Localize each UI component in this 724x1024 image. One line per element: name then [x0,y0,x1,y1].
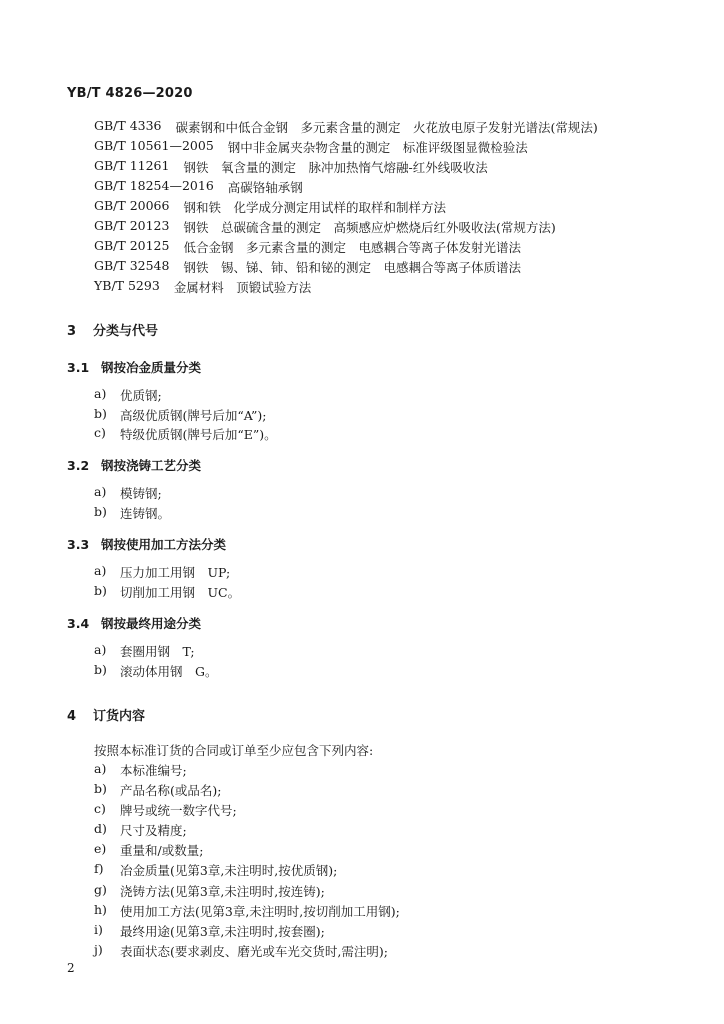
list-text: 连铸钢。 [120,505,171,521]
reference-code: GB/T 32548 [94,258,170,273]
normative-references-list [94,118,598,298]
subsection-title: 钢按最终用途分类 [101,616,202,631]
order-content-list [94,761,400,962]
list-marker: c) [94,801,106,817]
list-item [94,425,277,445]
list-item [94,386,277,406]
list-text: 使用加工方法(见第3章,未注明时,按切削加工用钢); [120,903,400,919]
list-marker: b) [94,503,107,519]
list-item [94,841,400,861]
reference-item [94,218,598,238]
list-item [94,861,400,881]
list-item [94,662,218,682]
reference-title: 钢铁 总碳硫含量的测定 高频感应炉燃烧后红外吸收法(常规方法) [183,220,556,235]
reference-code: GB/T 4336 [94,118,162,133]
list-marker: c) [94,425,106,440]
list-item [94,801,400,821]
document-code: YB/T 4826—2020 [67,86,193,101]
list-text: 尺寸及精度; [120,823,187,839]
reference-title: 碳素钢和中低合金钢 多元素含量的测定 火花放电原子发射光谱法(常规法) [175,120,598,135]
list-text: 产品名称(或品名); [120,783,222,799]
page-number: 2 [67,961,75,975]
reference-item [94,258,598,278]
reference-title: 低合金钢 多元素含量的测定 电感耦合等离子体发射光谱法 [183,240,521,255]
list-text: 模铸钢; [120,486,162,501]
list-item [94,642,218,662]
list-item [94,563,240,583]
list-text: 牌号或统一数字代号; [120,803,237,819]
subsection-title: 钢按冶金质量分类 [101,360,202,375]
list-marker: a) [94,484,107,499]
section-3-3-list [94,563,240,602]
section-4-intro: 按照本标准订货的合同或订单至少应包含下列内容: [94,743,374,758]
section-3-2-heading [67,456,201,474]
list-text: 套圈用钢 T; [120,644,195,659]
section-3-4-heading [67,614,201,632]
list-text: 滚动体用钢 G。 [120,663,218,679]
section-3-4-list [94,642,218,681]
list-item [94,583,240,603]
list-marker: a) [94,563,107,578]
list-text: 最终用途(见第3章,未注明时,按套圈); [120,923,325,939]
list-marker: h) [94,901,107,917]
list-text: 重量和/或数量; [120,843,204,859]
reference-item [94,118,598,138]
list-text: 压力加工用钢 UP; [120,565,231,580]
section-title: 分类与代号 [93,324,159,339]
list-item [94,882,400,902]
list-text: 浇铸方法(见第3章,未注明时,按连铸); [120,883,325,899]
list-marker: a) [94,386,107,401]
list-marker: d) [94,821,107,837]
list-item [94,942,400,962]
subsection-number: 3.1 [67,360,90,375]
reference-code: GB/T 20123 [94,218,170,233]
list-item [94,821,400,841]
list-marker: j) [94,941,103,957]
list-text: 表面状态(要求剥皮、磨光或车光交货时,需注明); [120,943,388,959]
reference-code: GB/T 11261 [94,158,170,173]
list-marker: b) [94,661,107,677]
reference-code: GB/T 20066 [94,198,170,213]
list-item [94,504,170,524]
list-text: 冶金质量(见第3章,未注明时,按优质钢); [120,863,338,879]
list-item [94,406,277,426]
section-3-3-heading [67,535,226,553]
reference-title: 金属材料 顶锻试验方法 [173,280,312,295]
section-number: 3 [67,324,77,339]
reference-item [94,138,598,158]
list-marker: b) [94,405,107,421]
reference-title: 钢和铁 化学成分测定用试样的取样和制样方法 [183,200,446,215]
subsection-number: 3.3 [67,537,90,552]
list-item [94,761,400,781]
list-marker: a) [94,642,107,657]
reference-title: 钢铁 锡、锑、铈、铅和铋的测定 电感耦合等离子体质谱法 [183,260,521,275]
list-text: 切削加工用钢 UC。 [120,584,241,600]
reference-title: 钢铁 氧含量的测定 脉冲加热惰气熔融-红外线吸收法 [183,160,488,175]
list-item [94,484,170,504]
section-title: 订货内容 [93,709,146,724]
list-item [94,922,400,942]
reference-item [94,178,598,198]
reference-code: GB/T 10561—2005 [94,138,214,153]
reference-code: YB/T 5293 [94,278,160,293]
reference-item [94,238,598,258]
reference-item [94,278,598,298]
section-3-1-heading [67,358,201,376]
list-text: 特级优质钢(牌号后加“E”)。 [120,427,277,442]
list-item [94,902,400,922]
reference-item [94,158,598,178]
list-text: 本标准编号; [120,763,187,778]
list-marker: a) [94,761,107,776]
section-3-2-list [94,484,170,523]
list-marker: g) [94,881,107,897]
reference-title: 钢中非金属夹杂物含量的测定 标准评级图显微检验法 [227,140,528,155]
subsection-number: 3.4 [67,616,90,631]
list-marker: f) [94,861,104,877]
reference-code: GB/T 20125 [94,238,170,253]
section-3-1-list [94,386,277,445]
section-number: 4 [67,709,77,724]
section-3-heading [67,320,158,339]
list-marker: b) [94,781,107,797]
list-text: 优质钢; [120,388,162,403]
list-marker: e) [94,841,107,857]
subsection-number: 3.2 [67,458,90,473]
list-marker: b) [94,582,107,598]
list-item [94,781,400,801]
reference-item [94,198,598,218]
reference-code: GB/T 18254—2016 [94,178,214,193]
subsection-title: 钢按浇铸工艺分类 [101,458,202,473]
list-text: 高级优质钢(牌号后加“A”); [120,407,267,423]
section-4-heading [67,705,145,724]
subsection-title: 钢按使用加工方法分类 [101,537,227,552]
list-marker: i) [94,921,103,937]
reference-title: 高碳铬轴承钢 [227,180,303,195]
